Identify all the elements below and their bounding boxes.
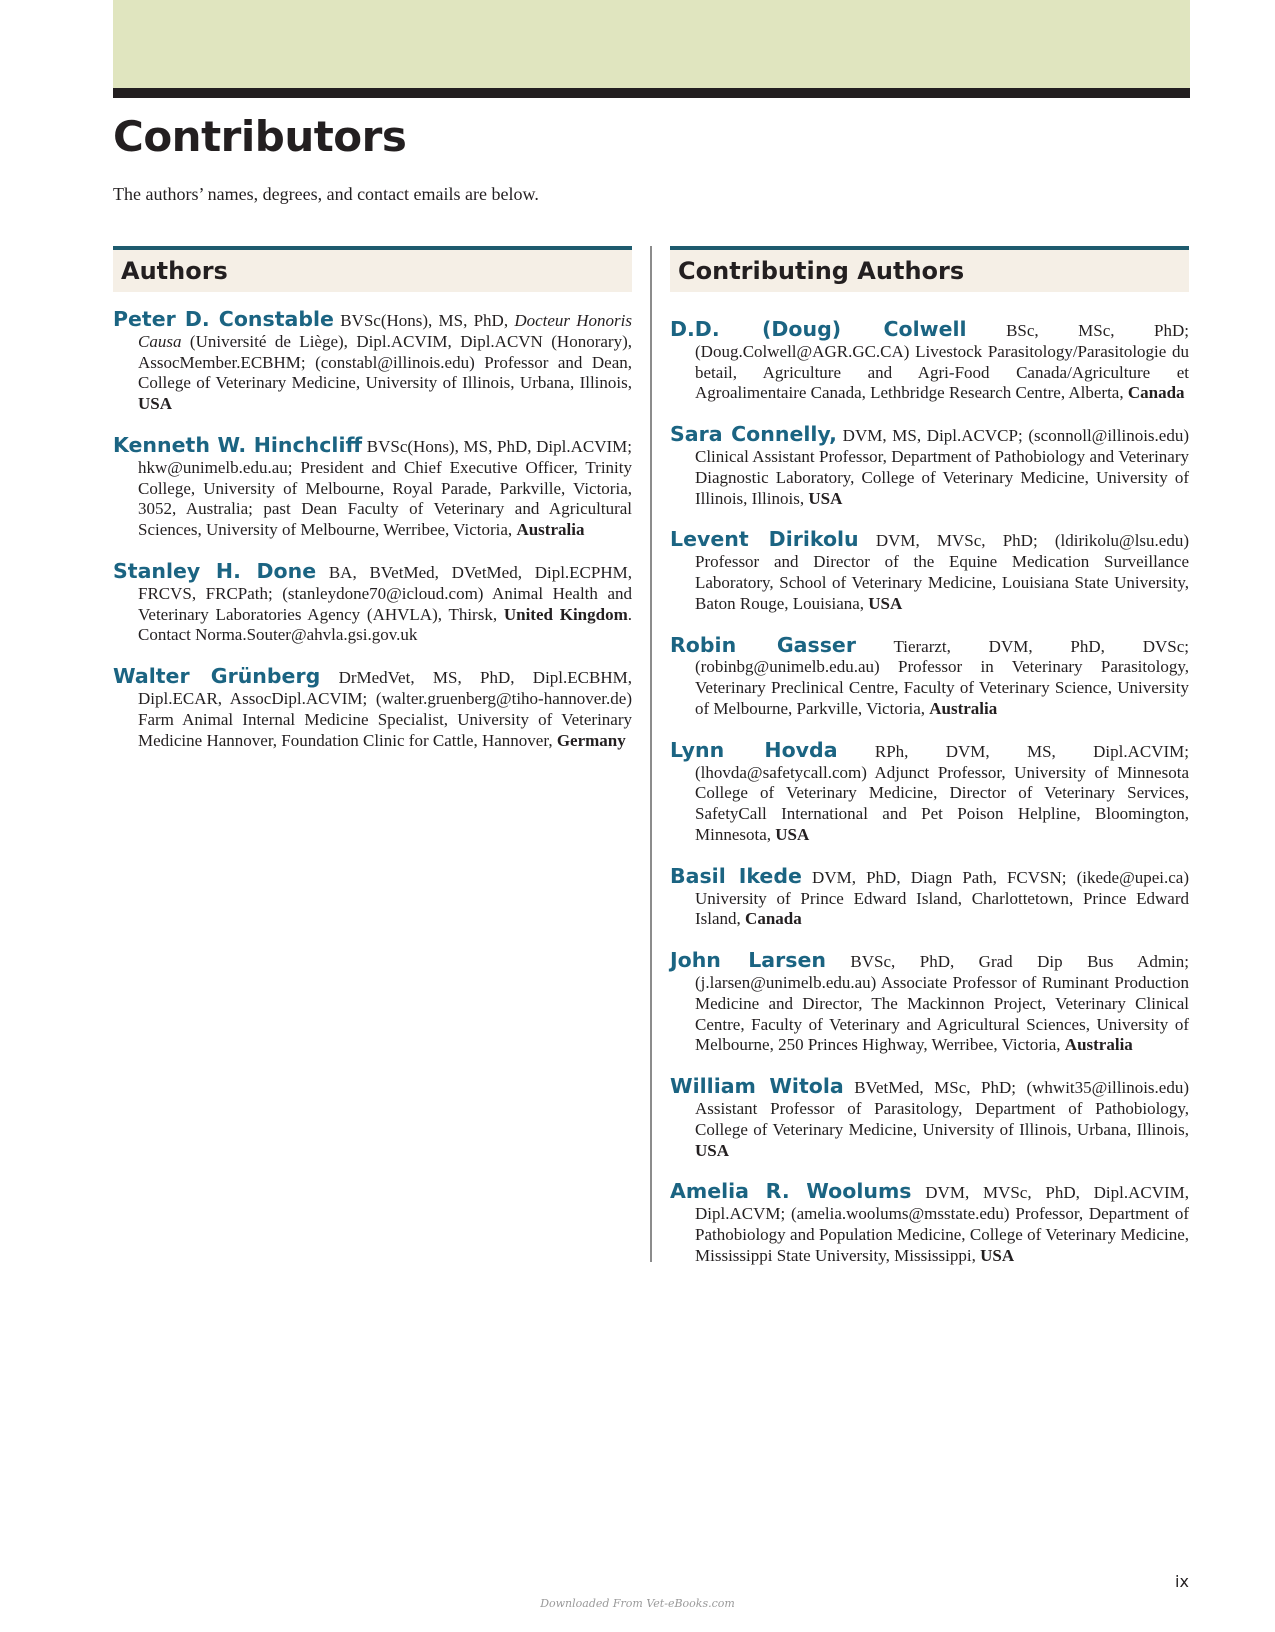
- contributor-name: Levent Dirikolu: [670, 527, 859, 552]
- contributor-country: USA: [695, 1140, 730, 1160]
- author-country: Australia: [516, 520, 585, 540]
- contributor-name: John Larsen: [670, 948, 826, 973]
- page-number: ix: [1175, 1572, 1189, 1591]
- contributor-country: USA: [868, 593, 903, 613]
- contributor-details: DVM, MVSc, PhD, Dipl.ACVIM, Dipl.ACVM; (amelia.woolums@msstate.edu) Professor, Department of Pathobiology and Population Medicine, College of Veterinary Medicine, Mississippi State University, Mississippi,: [695, 1183, 1190, 1265]
- contributor-details: BVetMed, MSc, PhD; (whwit35@illinois.edu) Assistant Professor of Parasitology, Department of Pathobiology, College of Veterinary Medicine, University of Illinois, Urbana, Illinois,: [695, 1078, 1189, 1139]
- contributor-entry: [670, 863, 1189, 930]
- contributor-country: Australia: [1064, 1035, 1133, 1055]
- contributor-entry: [670, 950, 1189, 1056]
- author-name: Kenneth W. Hinchcliff: [113, 432, 363, 457]
- contributor-name: D.D. (Doug) Colwell: [670, 317, 967, 341]
- contributor-entry: [670, 737, 1189, 846]
- contributor-country: USA: [808, 488, 843, 508]
- contributor-country: USA: [775, 824, 810, 844]
- authors-section: [113, 246, 632, 771]
- page-intro: The authors’ names, degrees, and contact emails are below.: [113, 184, 539, 204]
- author-details: DrMedVet, MS, PhD, Dipl.ECBHM, Dipl.ECAR, AssocDipl.ACVIM; (walter.gruenberg@tiho-hannover.de) Farm Animal Internal Medicine Specialist, University of Veterinary Medicine Hannover, Foundation Clinic for Cattle, Hannover,: [138, 668, 632, 750]
- contributor-country: Canada: [745, 909, 802, 929]
- contributing-authors-list: [670, 319, 1189, 1266]
- contributor-entry: [670, 424, 1189, 509]
- contributor-details: DVM, MS, Dipl.ACVCP; (sconnoll@illinois.edu) Clinical Assistant Professor, Department of Pathobiology and Veterinary Diagnostic Laboratory, College of Veterinary Medicine, University of Illinois, Illinois,: [695, 426, 1190, 508]
- contributor-details: DVM, PhD, Diagn Path, FCVSN; (ikede@upei.ca) University of Prince Edward Island, Charlottetown, Prince Edward Island,: [695, 867, 1189, 929]
- author-entry: [113, 558, 632, 646]
- author-name: Walter Grünberg: [113, 664, 321, 689]
- contributing-authors-section: [670, 246, 1189, 1286]
- page-title: Contributors: [113, 112, 407, 161]
- contributor-name: Robin Gasser: [670, 632, 856, 657]
- author-name: Peter D. Constable: [113, 307, 334, 331]
- author-details: (Université de Liège), Dipl.ACVIM, Dipl.ACVN (Honorary), AssocMember.ECBHM; (constabl@illinois.edu) Professor and Dean, College of Veterinary Medicine, University of Illinois, Urbana, Illinois,: [138, 331, 632, 393]
- author-country: Germany: [556, 730, 626, 750]
- download-watermark: Downloaded From Vet-eBooks.com: [540, 1597, 735, 1610]
- contributor-details: BSc, MSc, PhD; (Doug.Colwell@AGR.GC.CA) Livestock Parasitology/Parasitologie du betail, Agriculture and Agri-Food Canada/Agriculture et Agroalimentaire Canada, Lethbridge Research Centre, Alberta,: [695, 321, 1189, 403]
- author-honorary-title: Docteur Honoris Causa: [138, 311, 633, 351]
- author-entry: [113, 666, 632, 751]
- contributor-entry: [670, 1076, 1189, 1161]
- contributor-name: Amelia R. Woolums: [670, 1179, 912, 1204]
- author-contact: . Contact Norma.Souter@ahvla.gsi.gov.uk: [138, 604, 632, 645]
- contributor-country: Australia: [929, 698, 998, 718]
- author-country: United Kingdom: [503, 604, 628, 624]
- author-name: Stanley H. Done: [113, 558, 317, 583]
- contributor-entry: [670, 529, 1189, 614]
- author-details: BVSc(Hons), MS, PhD,: [340, 311, 515, 330]
- column-divider: [650, 246, 652, 1262]
- contributor-details: RPh, DVM, MS, Dipl.ACVIM; (lhovda@safetycall.com) Adjunct Professor, University of Minnesota College of Veterinary Medicine, Director of Veterinary Services, SafetyCall International and Pet Poison Helpline, Bloomington, Minnesota,: [695, 741, 1189, 844]
- contributor-details: DVM, MVSc, PhD; (ldirikolu@lsu.edu) Professor and Director of the Equine Medication Surveillance Laboratory, School of Veterinary Medicine, Louisiana State University, Baton Rouge, Louisiana,: [695, 531, 1190, 613]
- author-country: USA: [138, 394, 173, 414]
- header-rule: [113, 88, 1190, 98]
- contributor-name: Basil Ikede: [670, 863, 802, 888]
- contributor-entry: [670, 319, 1189, 404]
- contributor-entry: [670, 1181, 1189, 1266]
- author-details: BVSc(Hons), MS, PhD, Dipl.ACVIM; hkw@unimelb.edu.au; President and Chief Executive Officer, Trinity College, University of Melbourne, Royal Parade, Parkville, Victoria, 3052, Australia; past Dean Faculty of Veterinary and Agricultural Sciences, University of Melbourne, Werribee, Victoria,: [138, 436, 633, 540]
- contributor-country: Canada: [1127, 383, 1185, 403]
- contributor-entry: [670, 632, 1189, 720]
- header-color-band: [113, 0, 1190, 88]
- author-entry: [113, 432, 633, 541]
- authors-list: [113, 309, 632, 751]
- contributor-details: BVSc, PhD, Grad Dip Bus Admin; (j.larsen@unimelb.edu.au) Associate Professor of Ruminant Production Medicine and Director, The Mackinnon Project, Veterinary Clinical Centre, Faculty of Veterinary and Agricultural Sciences, University of Melbourne, 250 Princes Highway, Werribee, Victoria,: [695, 952, 1190, 1055]
- contributor-country: USA: [980, 1245, 1015, 1265]
- authors-heading: Authors: [113, 246, 632, 292]
- contributor-details: Tierarzt, DVM, PhD, DVSc; (robinbg@unimelb.edu.au) Professor in Veterinary Parasitology, Veterinary Preclinical Centre, Faculty of Veterinary Science, University of Melbourne, Parkville, Victoria,: [695, 636, 1189, 718]
- contributor-name: William Witola: [670, 1074, 844, 1099]
- contributor-name: Sara Connelly,: [670, 422, 837, 447]
- contributing-authors-heading: Contributing Authors: [670, 246, 1189, 292]
- contributor-name: Lynn Hovda: [670, 737, 838, 762]
- author-entry: [113, 309, 632, 415]
- author-details: BA, BVetMed, DVetMed, Dipl.ECPHM, FRCVS, FRCPath; (stanleydone70@icloud.com) Animal Health and Veterinary Laboratories Agency (AHVLA), Thirsk,: [138, 562, 632, 624]
